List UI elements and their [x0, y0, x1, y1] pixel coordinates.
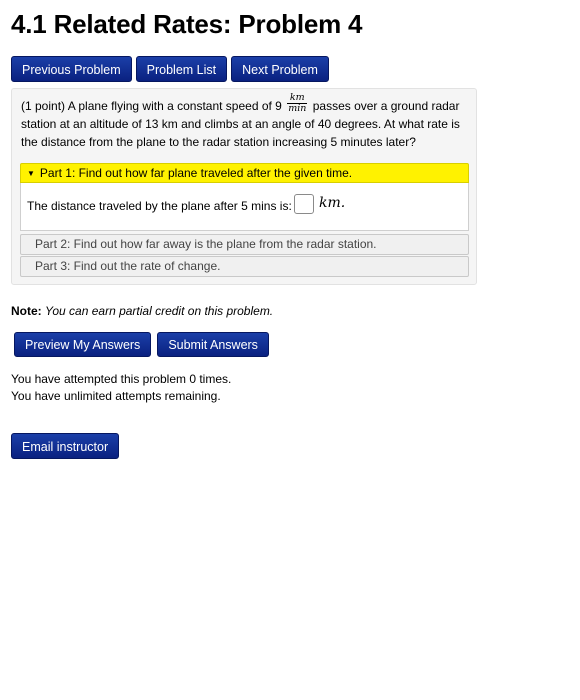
- attempts-info: [11, 371, 231, 405]
- attempts-count: You have attempted this problem 0 times.: [11, 372, 232, 386]
- part-3-header[interactable]: Part 3: Find out the rate of change.: [20, 256, 469, 277]
- part-1-question: The distance traveled by the plane after 5 mins is:: [27, 199, 292, 213]
- problem-statement: [21, 92, 469, 151]
- problem-text-before-rate: A plane flying with a constant speed of 9: [67, 99, 282, 113]
- caret-down-icon: ▼: [27, 169, 35, 178]
- note-text: You can earn partial credit on this problem.: [45, 304, 274, 318]
- partial-credit-note: [11, 304, 273, 318]
- email-instructor-button[interactable]: Email instructor: [11, 433, 119, 459]
- problem-text-after-rate: passes over a ground radar station at an altitude of 13 km and climbs at an angle of 40 degrees. At what rate is the distance from the plane to the radar station increasing 5 minutes later?: [21, 99, 460, 149]
- preview-answers-button[interactable]: Preview My Answers: [14, 332, 151, 357]
- page-title: 4.1 Related Rates: Problem 4: [11, 9, 363, 39]
- rate-unit-fraction: [287, 93, 307, 114]
- problem-nav-bar: [11, 56, 329, 82]
- rate-unit-numerator: km: [287, 93, 307, 104]
- answer-actions: [14, 332, 269, 357]
- note-label: Note:: [11, 304, 42, 318]
- previous-problem-button[interactable]: Previous Problem: [11, 56, 132, 82]
- part-2-header[interactable]: Part 2: Find out how far away is the plane from the radar station.: [20, 234, 469, 255]
- problem-points: (1 point): [21, 99, 66, 113]
- part-1-title: Part 1: Find out how far plane traveled after the given time.: [39, 166, 353, 180]
- part-1-header[interactable]: [20, 163, 469, 183]
- distance-unit: km.: [319, 195, 346, 211]
- part-1-body: [20, 183, 469, 231]
- distance-answer-input[interactable]: [294, 194, 314, 214]
- rate-unit-denominator: min: [288, 103, 307, 115]
- submit-answers-button[interactable]: Submit Answers: [157, 332, 269, 357]
- attempts-remaining: You have unlimited attempts remaining.: [11, 389, 221, 403]
- problem-container: [11, 88, 477, 285]
- next-problem-button[interactable]: Next Problem: [231, 56, 329, 82]
- problem-list-button[interactable]: Problem List: [136, 56, 227, 82]
